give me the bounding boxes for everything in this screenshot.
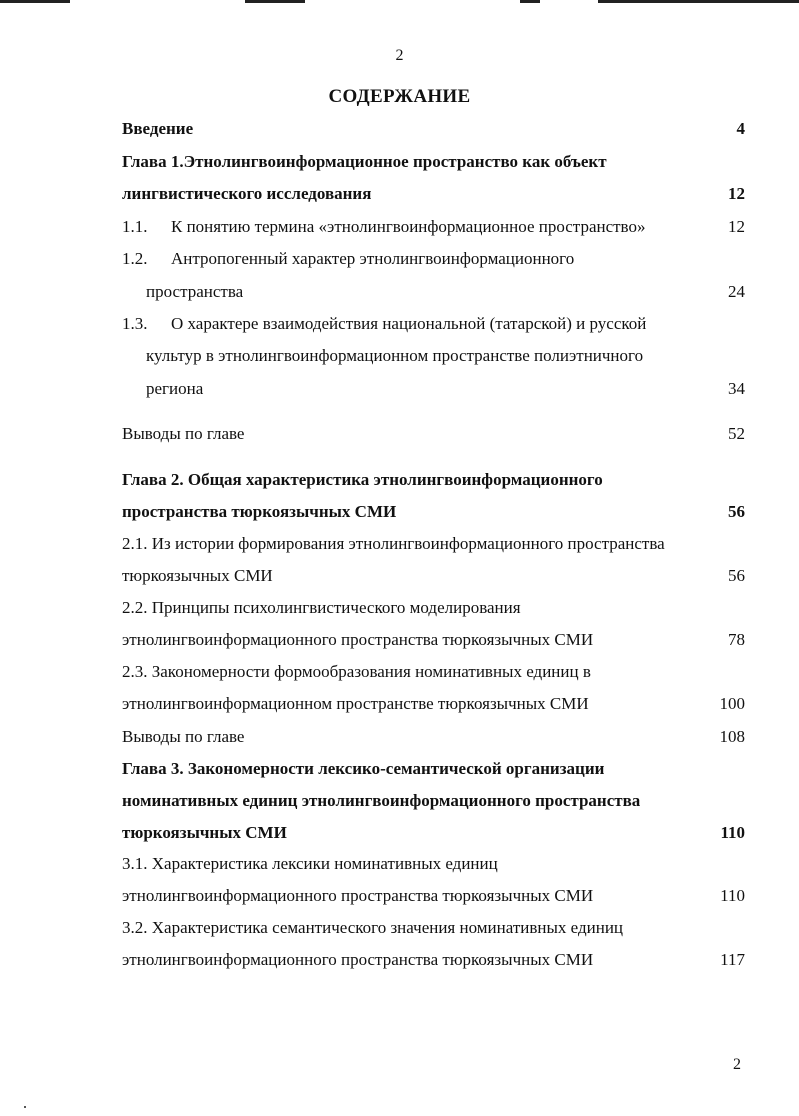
toc-entry-text: пространства — [146, 282, 244, 301]
toc-chapter-1-conclusions[interactable] — [122, 422, 745, 446]
toc-entry-page: 110 — [720, 886, 745, 905]
toc-entry-text: Введение — [122, 119, 194, 138]
toc-entry-text: тюркоязычных СМИ — [122, 823, 287, 842]
toc-section-3-1-cont[interactable] — [122, 884, 745, 908]
toc-section-2-3[interactable] — [122, 660, 745, 684]
toc-entry-page: 12 — [728, 217, 745, 236]
toc-chapter-2-conclusions[interactable] — [122, 725, 745, 749]
toc-entry-page: 56 — [728, 566, 745, 585]
toc-entry-text: региона — [146, 379, 204, 398]
toc-chapter-3-heading[interactable] — [122, 757, 745, 781]
toc-section-2-1[interactable] — [122, 532, 745, 556]
toc-entry-text: 3.2. Характеристика семантического значения номинативных единиц — [122, 918, 624, 937]
toc-entry-text: 2.3. Закономерности формообразования номинативных единиц в — [122, 662, 591, 681]
toc-section-number: 1.3. — [122, 314, 148, 333]
toc-section-number: 1.1. — [122, 217, 148, 236]
toc-entry-text: Глава 2. Общая характеристика этнолингвоинформационного — [122, 470, 603, 489]
toc-entry-text: культур в этнолингвоинформационном пространстве полиэтничного — [146, 346, 644, 365]
toc-entry-page: 78 — [728, 630, 745, 649]
toc-entry-text: лингвистического исследования — [122, 184, 372, 203]
toc-entry-page: 56 — [728, 502, 745, 521]
toc-section-1-2-cont[interactable] — [146, 280, 745, 304]
toc-section-3-2-cont[interactable] — [122, 948, 745, 972]
toc-entry-text: тюркоязычных СМИ — [122, 566, 273, 585]
toc-chapter-2-heading-cont[interactable] — [122, 500, 745, 524]
toc-entry-text: 2.2. Принципы психолингвистического моделирования — [122, 598, 521, 617]
toc-entry-page: 4 — [736, 119, 745, 138]
toc-chapter-1-heading[interactable] — [122, 150, 745, 174]
toc-entry-text: Выводы по главе — [122, 424, 245, 443]
toc-entry-page: 34 — [728, 379, 745, 398]
toc-chapter-2-heading[interactable] — [122, 468, 745, 492]
toc-entry-page: 24 — [728, 282, 745, 301]
toc-chapter-1-heading-cont[interactable] — [122, 182, 745, 206]
toc-section-3-2[interactable] — [122, 916, 745, 940]
toc-entry-text: Выводы по главе — [122, 727, 245, 746]
toc-entry-page: 110 — [720, 823, 745, 842]
toc-entry-page: 117 — [720, 950, 745, 969]
toc-entry-text: этнолингвоинформационном пространстве тюркоязычных СМИ — [122, 694, 589, 713]
toc-entry-page: 108 — [719, 727, 745, 746]
toc-chapter-3-heading-cont[interactable] — [122, 789, 745, 813]
scan-edge-mark — [520, 0, 540, 3]
toc-entry-page: 12 — [728, 184, 745, 203]
toc-section-number: 1.2. — [122, 249, 148, 268]
page-number-bottom: 2 — [733, 1056, 741, 1073]
page-title: СОДЕРЖАНИЕ — [328, 86, 471, 107]
toc-section-1-2[interactable] — [122, 247, 745, 271]
toc-chapter-3-heading-cont[interactable] — [122, 821, 745, 845]
toc-entry-text: этнолингвоинформационного пространства тюркоязычных СМИ — [122, 886, 594, 905]
toc-section-1-3[interactable] — [122, 312, 745, 336]
toc-section-1-3-cont[interactable] — [146, 344, 745, 368]
toc-section-2-1-cont[interactable] — [122, 564, 745, 588]
toc-entry-page: 52 — [728, 424, 745, 443]
toc-entry-text: Антропогенный характер этнолингвоинформационного — [171, 249, 575, 268]
toc-entry-text: О характере взаимодействия национальной (татарской) и русской — [171, 314, 647, 333]
toc-entry-text: пространства тюркоязычных СМИ — [122, 502, 397, 521]
toc-section-1-3-cont[interactable] — [146, 377, 745, 401]
toc-entry-text: К понятию термина «этнолингвоинформационное пространство» — [171, 217, 646, 236]
toc-entry-text: 3.1. Характеристика лексики номинативных единиц — [122, 854, 498, 873]
scan-edge-mark — [245, 0, 305, 3]
toc-section-2-2-cont[interactable] — [122, 628, 745, 652]
toc-entry-text: этнолингвоинформационного пространства тюркоязычных СМИ — [122, 950, 594, 969]
scan-edge-mark — [598, 0, 799, 3]
toc-entry-text: 2.1. Из истории формирования этнолингвоинформационного пространства — [122, 534, 665, 553]
scan-edge-mark — [0, 0, 70, 3]
toc-section-3-1[interactable] — [122, 852, 745, 876]
toc-section-2-2[interactable] — [122, 596, 745, 620]
toc-entry-text: Глава 3. Закономерности лексико-семантической организации — [122, 759, 605, 778]
toc-section-1-1[interactable] — [122, 215, 745, 239]
toc-entry-text: этнолингвоинформационного пространства тюркоязычных СМИ — [122, 630, 594, 649]
toc-entry-text: номинативных единиц этнолингвоинформационного пространства — [122, 791, 641, 810]
scan-speck — [24, 1106, 26, 1108]
toc-entry-text: Глава 1.Этнолингвоинформационное пространство как объект — [122, 152, 607, 171]
toc-section-2-3-cont[interactable] — [122, 692, 745, 716]
toc-entry-page: 100 — [719, 694, 745, 713]
page-number-top: 2 — [395, 47, 404, 64]
toc-entry-introduction[interactable] — [122, 117, 745, 141]
